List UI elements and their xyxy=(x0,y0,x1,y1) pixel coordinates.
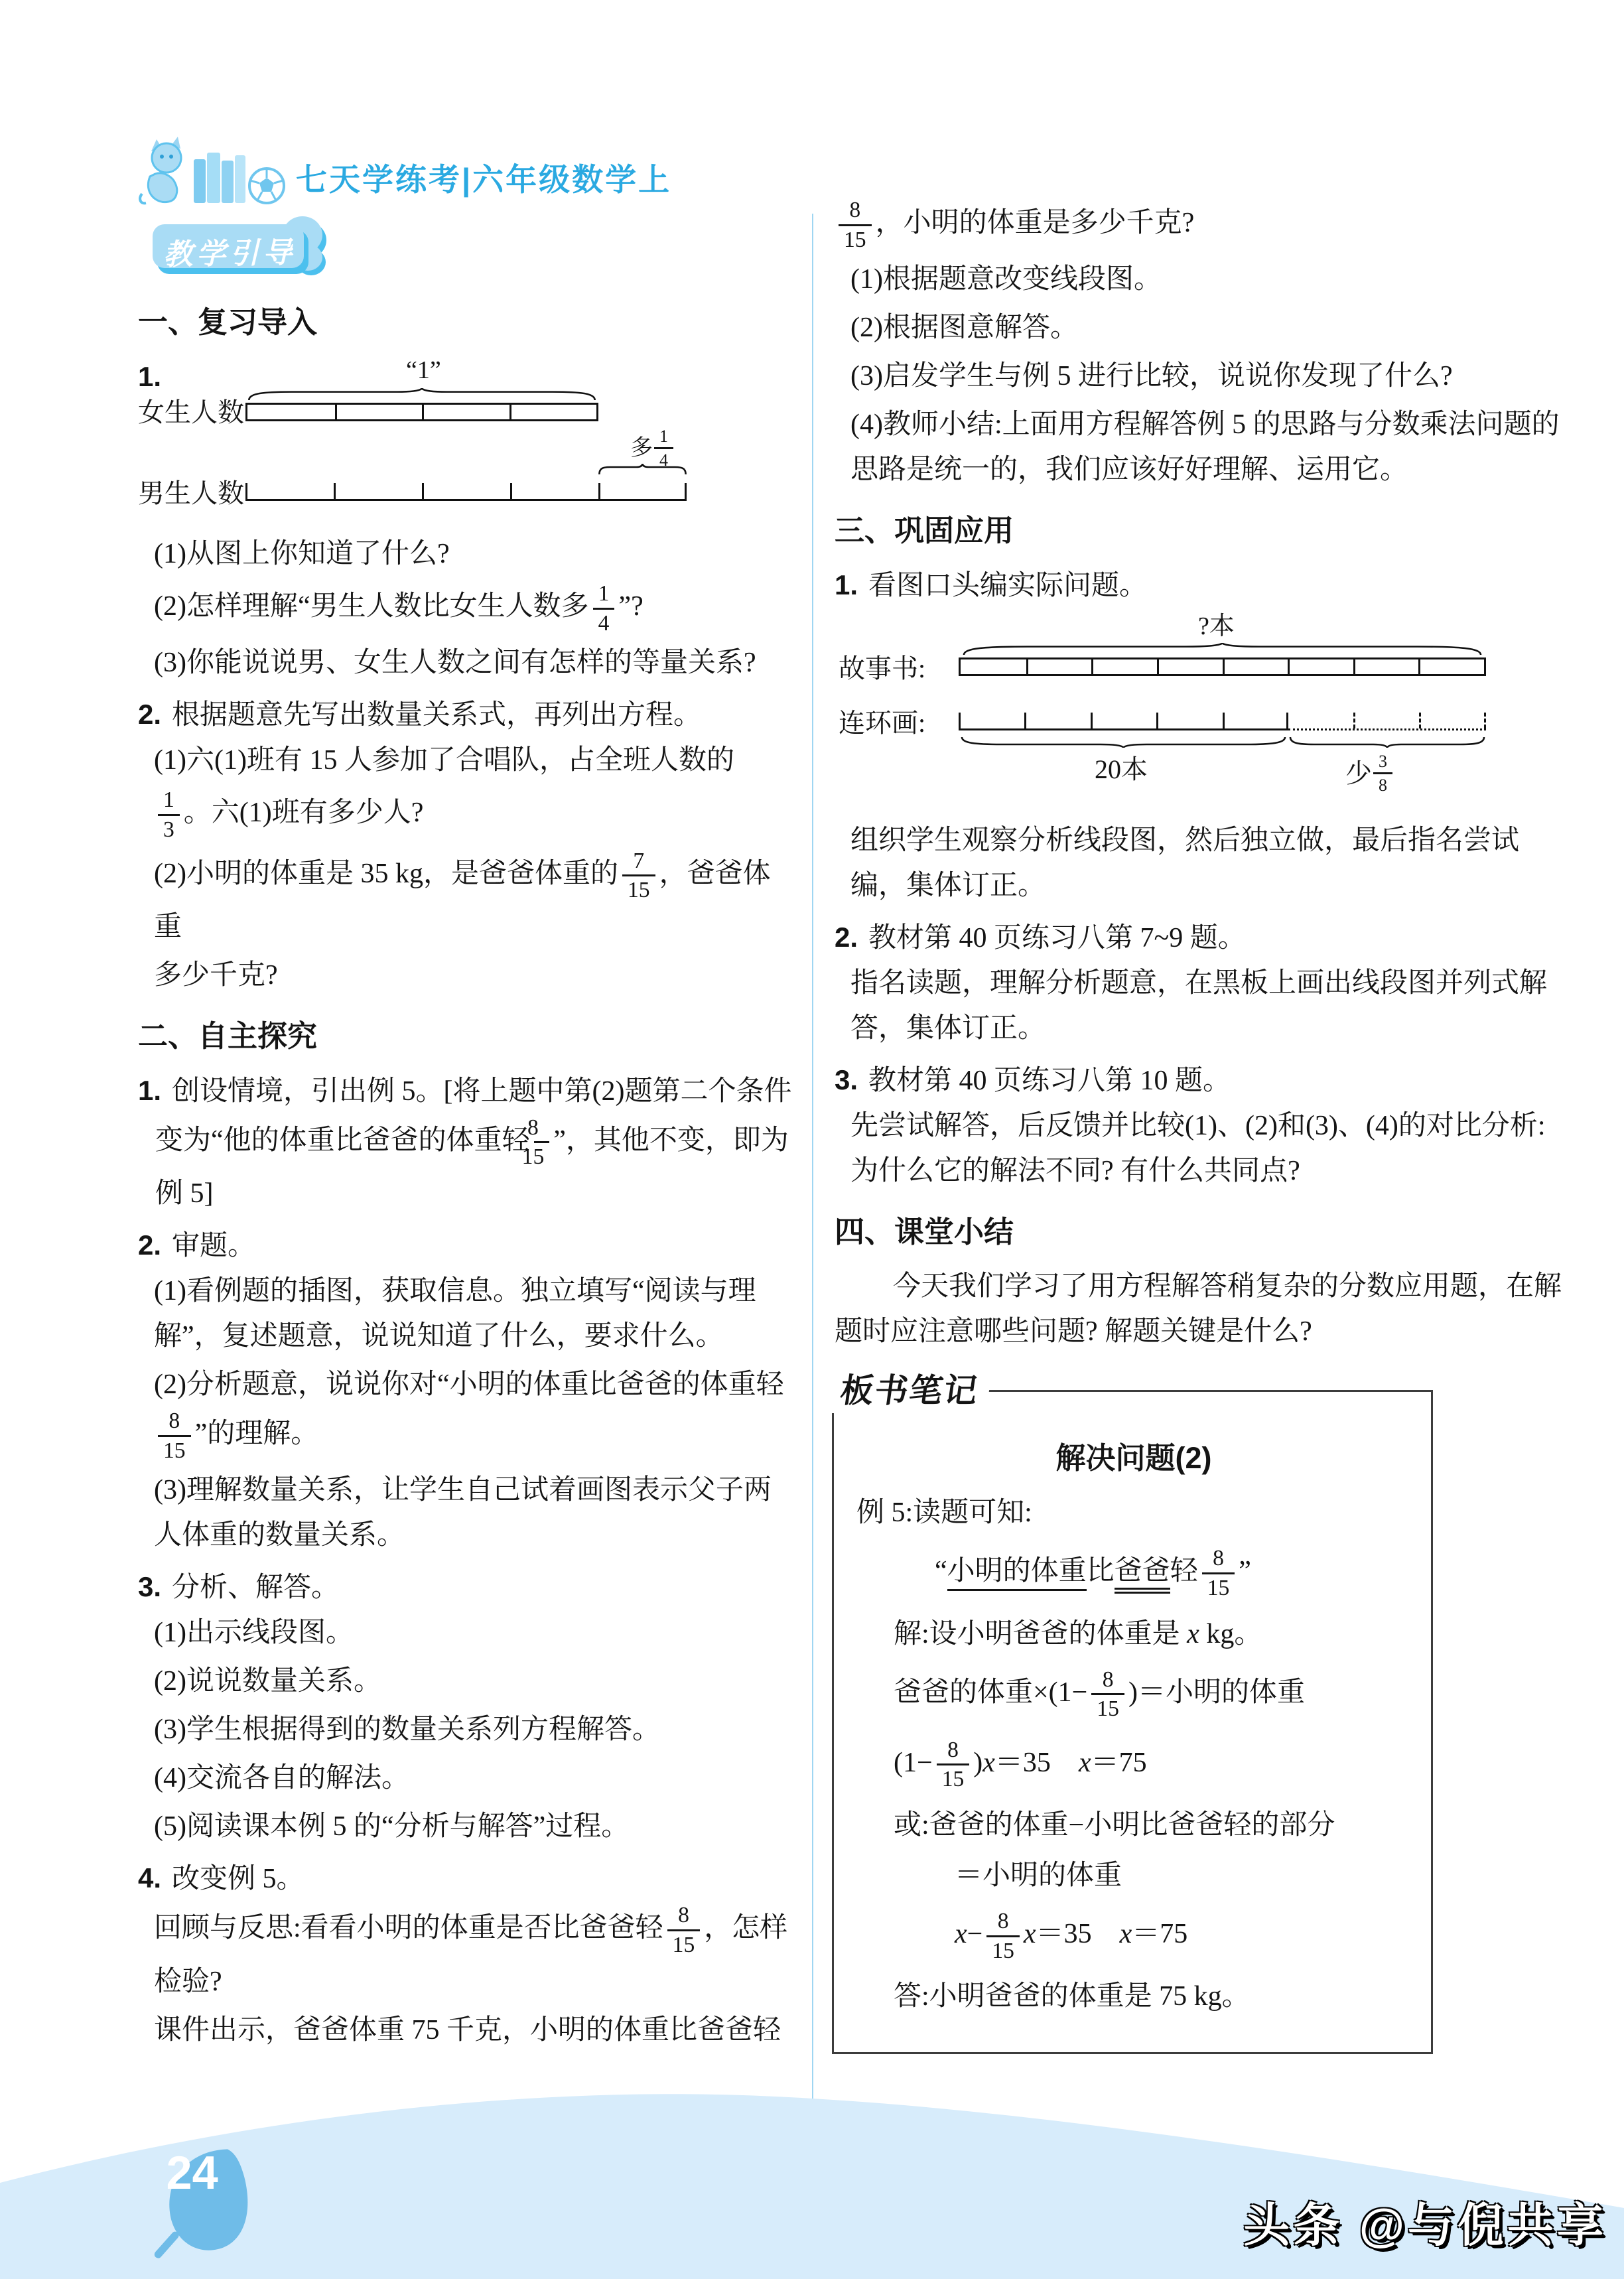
board-line xyxy=(856,1907,1411,1965)
fraction-denominator: 4 xyxy=(598,610,610,636)
text-run: 创设情境，引出例 5。[将上题中第(2)题第二个条件变为“他的体重比爸爸的体重轻 xyxy=(155,1075,792,1156)
board-line xyxy=(856,1666,1411,1723)
bar-tick-dashed xyxy=(1484,713,1486,728)
bar-tick xyxy=(1223,713,1225,728)
fraction xyxy=(667,1903,701,1957)
math-variable: x xyxy=(1119,1918,1132,1949)
paragraph xyxy=(138,580,793,637)
item-number: 2. xyxy=(138,699,162,730)
paragraph xyxy=(835,818,1568,908)
text-run: 今天我们学习了用方程解答稍复杂的分数应用题，在解题时应注意哪些问题? 解题关键是什么? xyxy=(835,1271,1562,1347)
less-text: 少 xyxy=(1345,758,1372,788)
math-variable: x xyxy=(982,1747,995,1778)
math-variable: x xyxy=(1078,1747,1091,1778)
fraction-numerator: 8 xyxy=(667,1903,701,1931)
text-run: (5)阅读课本例 5 的“分析与解答”过程。 xyxy=(154,1811,630,1842)
brace-top-icon xyxy=(245,388,598,400)
text-run: 比 xyxy=(1086,1556,1115,1587)
text-run: 组织学生观察分析线段图，然后独立做，最后指名尝试编，集体订正。 xyxy=(850,825,1520,902)
text-run: kg。 xyxy=(1199,1618,1262,1649)
fraction-numerator: 8 xyxy=(158,1409,191,1437)
item-number: 1. xyxy=(138,361,162,392)
bar-tick xyxy=(422,405,424,419)
paragraph xyxy=(835,257,1568,302)
paragraph xyxy=(138,738,793,783)
fraction: 3 8 xyxy=(1373,752,1392,795)
board-line xyxy=(856,1807,1411,1844)
fraction-denominator: 15 xyxy=(941,1767,965,1792)
text-run: ” xyxy=(1239,1556,1251,1587)
paragraph xyxy=(138,1610,793,1655)
fraction xyxy=(839,198,872,252)
fraction-denominator: 15 xyxy=(672,1932,695,1957)
girls-bar xyxy=(245,403,598,421)
paragraph xyxy=(835,915,1568,961)
bar-tick xyxy=(1026,659,1028,674)
left-column xyxy=(138,284,793,2056)
fraction xyxy=(986,1909,1020,1963)
section-heading xyxy=(835,1209,1568,1255)
board-notes-lines xyxy=(856,1494,1411,2015)
bar-tick xyxy=(1024,713,1026,728)
bar-tick xyxy=(1288,659,1290,674)
text-run: 三、巩固应用 xyxy=(835,514,1014,548)
paragraph xyxy=(138,1659,793,1704)
text-run: 爸爸的体重×(1− xyxy=(894,1677,1088,1708)
page-title: 七天学练考|六年级数学上 xyxy=(296,162,672,197)
girls-count-label: 女生人数 xyxy=(138,397,244,427)
math-variable: x xyxy=(1023,1918,1036,1949)
fraction-denominator: 15 xyxy=(627,878,650,903)
paragraph xyxy=(138,531,793,577)
paragraph xyxy=(138,1856,793,1901)
paragraph xyxy=(835,1058,1568,1103)
text-run: 回顾与反思:看看小明的体重是否比爸爸轻 xyxy=(154,1913,663,1944)
item-number: 4. xyxy=(138,1862,162,1894)
fraction-denominator: 15 xyxy=(1097,1696,1119,1722)
bar-tick xyxy=(1223,659,1225,674)
paragraph xyxy=(138,1901,793,2004)
board-line xyxy=(856,1616,1411,1653)
story-book-label: 故事书: xyxy=(839,654,926,684)
line-segment-diagram-books xyxy=(835,614,1568,807)
text-run: ) xyxy=(973,1747,983,1778)
text-run: ＝35 xyxy=(1036,1918,1120,1949)
paragraph xyxy=(138,1362,793,1464)
item-number: 2. xyxy=(835,922,858,953)
brace-bottom-icon xyxy=(1288,737,1486,748)
bar-tick xyxy=(598,483,600,499)
text-run: 多少千克? xyxy=(154,959,278,991)
more-text: 多 xyxy=(630,435,653,460)
fraction-numerator: 8 xyxy=(534,1115,550,1144)
text-run: (2)说说数量关系。 xyxy=(154,1666,381,1697)
fraction xyxy=(1202,1546,1235,1600)
paragraph xyxy=(138,1707,793,1752)
fraction xyxy=(521,1115,550,1170)
unit-one-label: “1” xyxy=(406,356,441,384)
boys-count-label: 男生人数 xyxy=(138,478,244,508)
item-number: 1. xyxy=(835,569,858,601)
math-variable: x xyxy=(955,1918,967,1949)
paragraph xyxy=(138,847,793,949)
text-run: (3)你能说说男、女生人数之间有怎样的等量关系? xyxy=(154,648,756,679)
text-run: (2)小明的体重是 35 kg，是爸爸体重的 xyxy=(154,858,618,889)
text-run: 审题。 xyxy=(172,1231,256,1261)
text-run: (4)教师小结:上面用方程解答例 5 的思路与分数乘法问题的思路是统一的，我们应该好好理解、运用它。 xyxy=(850,409,1560,486)
bar-tick xyxy=(1418,659,1420,674)
text-run: 二、自主探究 xyxy=(138,1018,318,1053)
text-run: 一、复习导入 xyxy=(138,305,318,339)
board-line xyxy=(856,1857,1411,1894)
section-heading xyxy=(138,1014,793,1059)
text-run: 解:设小明爸爸的体重是 xyxy=(894,1618,1187,1649)
paragraph xyxy=(138,1223,793,1269)
bar-tick-dashed xyxy=(1353,713,1355,728)
text-run: − xyxy=(967,1918,983,1949)
paragraph xyxy=(138,1564,793,1610)
fraction-numerator: 8 xyxy=(1202,1546,1235,1574)
text-run: ”? xyxy=(618,590,643,622)
fraction xyxy=(937,1738,970,1792)
fraction-denominator: 15 xyxy=(992,1938,1014,1963)
bar-tick xyxy=(510,483,512,499)
board-line xyxy=(856,1545,1411,1602)
section-heading xyxy=(835,508,1568,553)
bar-tick xyxy=(422,483,424,499)
fraction xyxy=(622,849,655,903)
brace-small-icon xyxy=(598,464,687,474)
text-run: (2)分析题意，说说你对“小明的体重比爸爸的体重轻 xyxy=(154,1369,784,1400)
text-run: 看图口头编实际问题。 xyxy=(868,571,1148,602)
fraction-numerator: 1 xyxy=(158,788,180,816)
fraction-numerator: 8 xyxy=(1091,1667,1124,1696)
bar-tick xyxy=(1156,713,1158,728)
text-run: 答:小明爸爸的体重是 75 kg。 xyxy=(894,1981,1250,2012)
section-heading xyxy=(138,300,793,345)
paragraph xyxy=(138,786,793,843)
brace-top-icon xyxy=(959,643,1486,655)
text-run: 或:爸爸的体重−小明比爸爸轻的部分 xyxy=(894,1810,1335,1840)
text-run: ＝75 xyxy=(1091,1747,1147,1778)
text-run: (1)六(1)班有 15 人参加了合唱队，占全班人数的 xyxy=(154,745,734,776)
bar-tick xyxy=(1353,659,1355,674)
page-number-leaf xyxy=(151,2148,263,2265)
paragraph xyxy=(138,1068,793,1216)
bar-tick xyxy=(245,483,247,499)
fraction-numerator: 8 xyxy=(937,1738,970,1766)
board-line xyxy=(856,1494,1411,1531)
line-segment-diagram-students xyxy=(138,356,793,508)
comic-book-label: 连环画: xyxy=(839,708,926,738)
paragraph xyxy=(138,1269,793,1359)
text-run: ＝小明的体重 xyxy=(955,1860,1122,1891)
text-run: ，爸爸体重 xyxy=(154,858,771,942)
bar-tick-dashed xyxy=(1419,713,1421,728)
bar-tick xyxy=(509,405,511,419)
twenty-books-label: 20本 xyxy=(1095,754,1148,785)
text-run: 分析、解答。 xyxy=(172,1572,340,1604)
fraction-numerator: 7 xyxy=(622,849,655,877)
double-underlined-text: 爸爸 xyxy=(1115,1556,1170,1594)
item-number: 1. xyxy=(138,1074,162,1106)
watermark: 头条 @与倪共享 xyxy=(1243,2199,1607,2251)
paragraph xyxy=(138,1468,793,1558)
fraction-denominator: 3 xyxy=(163,817,174,842)
comic-bar-dotted xyxy=(1288,713,1486,730)
item-number: 2. xyxy=(138,1229,162,1261)
text-run: ＝35 xyxy=(994,1747,1079,1778)
text-run: )＝小明的体重 xyxy=(1128,1677,1305,1708)
bar-tick xyxy=(334,483,336,499)
text-run: (2)根据图意解答。 xyxy=(850,312,1078,344)
text-run: (1)出示线段图。 xyxy=(154,1618,354,1649)
board-line xyxy=(856,1736,1411,1793)
question-amount-label: ?本 xyxy=(1198,612,1235,641)
underlined-text: 小明的体重 xyxy=(947,1556,1087,1591)
text-run: (1)看例题的插图，获取信息。独立填写“阅读与理解”，复述题意，说说知道了什么，要求什么。 xyxy=(154,1276,756,1351)
fraction-denominator: 15 xyxy=(844,227,866,252)
bar-tick xyxy=(335,405,337,419)
fraction-denominator: 15 xyxy=(1207,1575,1230,1600)
right-column xyxy=(835,196,1568,2054)
text-run: ”，其他不变，即为例 5] xyxy=(155,1125,789,1209)
text-run: ，小明的体重是多少千克? xyxy=(875,207,1195,238)
less-fraction-label xyxy=(1345,750,1396,796)
fraction-numerator: 8 xyxy=(839,198,872,226)
paragraph xyxy=(835,402,1568,492)
board-line xyxy=(856,1978,1411,2015)
fraction xyxy=(1091,1667,1124,1722)
paragraph xyxy=(835,196,1568,253)
text-run: 改变例 5。 xyxy=(172,1864,304,1895)
text-run: 指名读题，理解分析题意，在黑板上画出线段图并列式解答，集体订正。 xyxy=(850,968,1548,1044)
fraction-denominator: 15 xyxy=(521,1144,545,1170)
text-run: 课件出示，爸爸体重 75 千克，小明的体重比爸爸轻 xyxy=(154,2014,781,2045)
fraction xyxy=(593,581,615,636)
text-run: 教材第 40 页练习八第 10 题。 xyxy=(868,1066,1231,1097)
paragraph xyxy=(138,640,793,685)
text-run: ，怎样检验? xyxy=(154,1913,788,1997)
badge-label: 教学引导 xyxy=(163,236,297,271)
board-notes-label: 板书笔记 xyxy=(827,1368,992,1413)
bar-tick xyxy=(1091,713,1093,728)
fraction: 1 4 xyxy=(654,427,673,470)
paragraph xyxy=(138,953,793,998)
board-notes-box xyxy=(832,1372,1433,2054)
item-number: 3. xyxy=(835,1064,858,1096)
text-run: (1− xyxy=(894,1747,933,1778)
text-run: 根据题意先写出数量关系式，再列出方程。 xyxy=(172,700,702,731)
bar-tick xyxy=(1091,659,1093,674)
text-run: 四、课堂小结 xyxy=(835,1215,1014,1249)
text-run: (2)怎样理解“男生人数比女生人数多 xyxy=(154,590,589,622)
story-book-bar xyxy=(959,657,1486,676)
mascot-illustration xyxy=(137,130,291,211)
paragraph xyxy=(835,961,1568,1051)
fraction-numerator: 1 xyxy=(593,581,615,610)
page-number: 24 xyxy=(166,2148,218,2199)
paragraph xyxy=(835,1264,1568,1354)
paragraph xyxy=(138,1804,793,1849)
text-run: (3)理解数量关系，让学生自己试着画图表示父子两人体重的数量关系。 xyxy=(154,1475,772,1551)
text-run: (1)根据题意改变线段图。 xyxy=(850,264,1162,295)
paragraph xyxy=(138,2008,793,2053)
math-variable: x xyxy=(1187,1618,1199,1649)
paragraph xyxy=(835,305,1568,350)
text-run: (3)启发学生与例 5 进行比较，说说你发现了什么? xyxy=(850,361,1453,392)
text-run: “ xyxy=(935,1556,947,1587)
fraction-denominator: 15 xyxy=(163,1438,186,1463)
text-run: (4)交流各自的解法。 xyxy=(154,1763,409,1794)
paragraph xyxy=(138,1756,793,1801)
fraction xyxy=(158,788,180,842)
text-run: ”的理解。 xyxy=(194,1418,319,1449)
bar-tick xyxy=(685,483,687,499)
text-run: 轻 xyxy=(1170,1556,1198,1587)
paragraph xyxy=(138,692,793,738)
text-run: ＝75 xyxy=(1132,1918,1188,1949)
text-run: 教材第 40 页练习八第 7~9 题。 xyxy=(868,923,1246,954)
fraction-numerator: 8 xyxy=(986,1909,1020,1937)
paragraph xyxy=(835,563,1568,608)
brace-bottom-icon xyxy=(959,737,1288,748)
text-run: 例 5:读题可知: xyxy=(856,1497,1032,1529)
item-number: 3. xyxy=(138,1571,162,1603)
boys-bar xyxy=(245,484,687,501)
text-run: 。六(1)班有多少人? xyxy=(183,797,424,829)
bar-tick xyxy=(1157,659,1159,674)
text-run: 先尝试解答，后反馈并比较(1)、(2)和(3)、(4)的对比分析:为什么它的解法不同? 有什么共同点? xyxy=(850,1111,1546,1187)
board-notes-title: 解决问题(2) xyxy=(1055,1441,1212,1476)
text-run: (3)学生根据得到的数量关系列方程解答。 xyxy=(154,1714,660,1746)
column-divider xyxy=(812,214,813,2108)
fraction xyxy=(158,1409,191,1463)
text-run: (1)从图上你知道了什么? xyxy=(154,539,450,569)
comic-bar-solid xyxy=(959,713,1288,730)
teaching-guide-badge xyxy=(153,224,326,272)
bar-tick xyxy=(959,713,961,728)
paragraph xyxy=(835,1103,1568,1194)
paragraph xyxy=(835,354,1568,399)
